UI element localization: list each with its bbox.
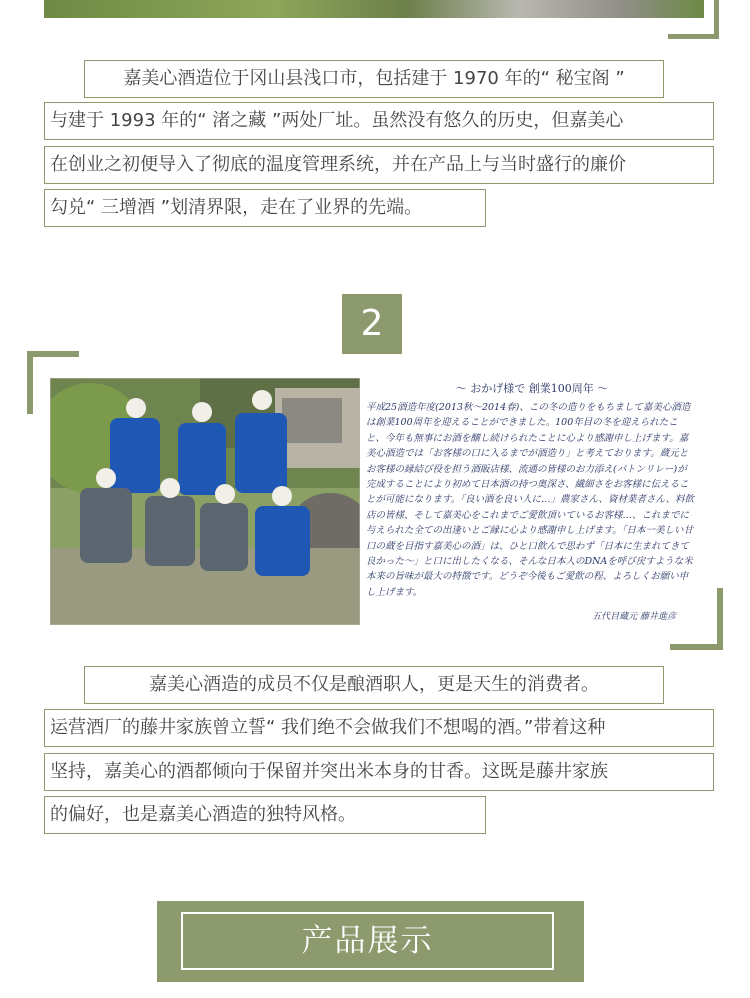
- intro-line-3: 在创业之初便导入了彻底的温度管理系统，并在产品上与当时盛行的廉价: [44, 146, 714, 184]
- decorative-corner-frame: [668, 0, 719, 39]
- brewery-staff-photo: [50, 378, 360, 625]
- body-line-2: 运营酒厂的藤井家族曾立誓“ 我们绝不会做我们不想喝的酒。”带着这种: [44, 709, 714, 747]
- product-display-label[interactable]: 产品展示: [181, 912, 554, 970]
- intro-line-2: 与建于 1993 年的“ 渚之藏 ”两处厂址。虽然没有悠久的历史，但嘉美心: [44, 102, 714, 140]
- body-line-4: 的偏好，也是嘉美心酒造的独特风格。: [44, 796, 486, 834]
- section-number-badge: 2: [342, 294, 402, 354]
- handwritten-letter: [362, 378, 702, 628]
- garden-photo: [44, 0, 704, 18]
- body-line-3: 坚持，嘉美心的酒都倾向于保留并突出米本身的甘香。这既是藤井家族: [44, 753, 714, 791]
- letter-signature: 五代目蔵元 藤井進彦: [592, 612, 676, 622]
- intro-line-1: 嘉美心酒造位于冈山县浅口市，包括建于 1970 年的“ 秘宝阁 ”: [84, 60, 664, 98]
- body-line-1: 嘉美心酒造的成员不仅是酿酒职人，更是天生的消费者。: [84, 666, 664, 704]
- letter-heading: 〜 おかげ様で 創業100周年 〜: [455, 382, 609, 395]
- letter-body: 平成25酒造年度(2013秋〜2014春)、この冬の造りをもちまして嘉美心酒造は創業100周年を迎えることができました。100年目の冬を迎えられたこと、今年も無事にお酒を醸し続けられたことに心より感謝申し上げます。嘉美心酒造では「お客様の口に入るまでが酒造り」と考えております。蔵元とお客様の縁結び役を担う酒販店様、流通の皆様のお力添え(バトンリレー)が完成することにより初めて日本酒の持つ奥深さ、繊細さをお客様に伝えることが可能になります。「良い酒を良い人に…」農家さん、資材業者さん、料飲店の皆様、そして嘉美心をこれまでご愛飲頂いているお客様…、これまでに与えられた全ての出逢いとご縁に心より感謝申し上げます。「日本一美しい甘口の蔵を目指す嘉美心の酒」は、ひと口飲んで思わず「日本に生まれてきて良かった〜」と口に出したくなる、そんな日本人のDNAを呼び戻すような米本来の旨味が最大の特徴です。どうぞ今後もご愛飲の程、よろしくお願い申し上げます。: [366, 402, 695, 598]
- intro-line-4: 勾兑“ 三增酒 ”划清界限，走在了业界的先端。: [44, 189, 486, 227]
